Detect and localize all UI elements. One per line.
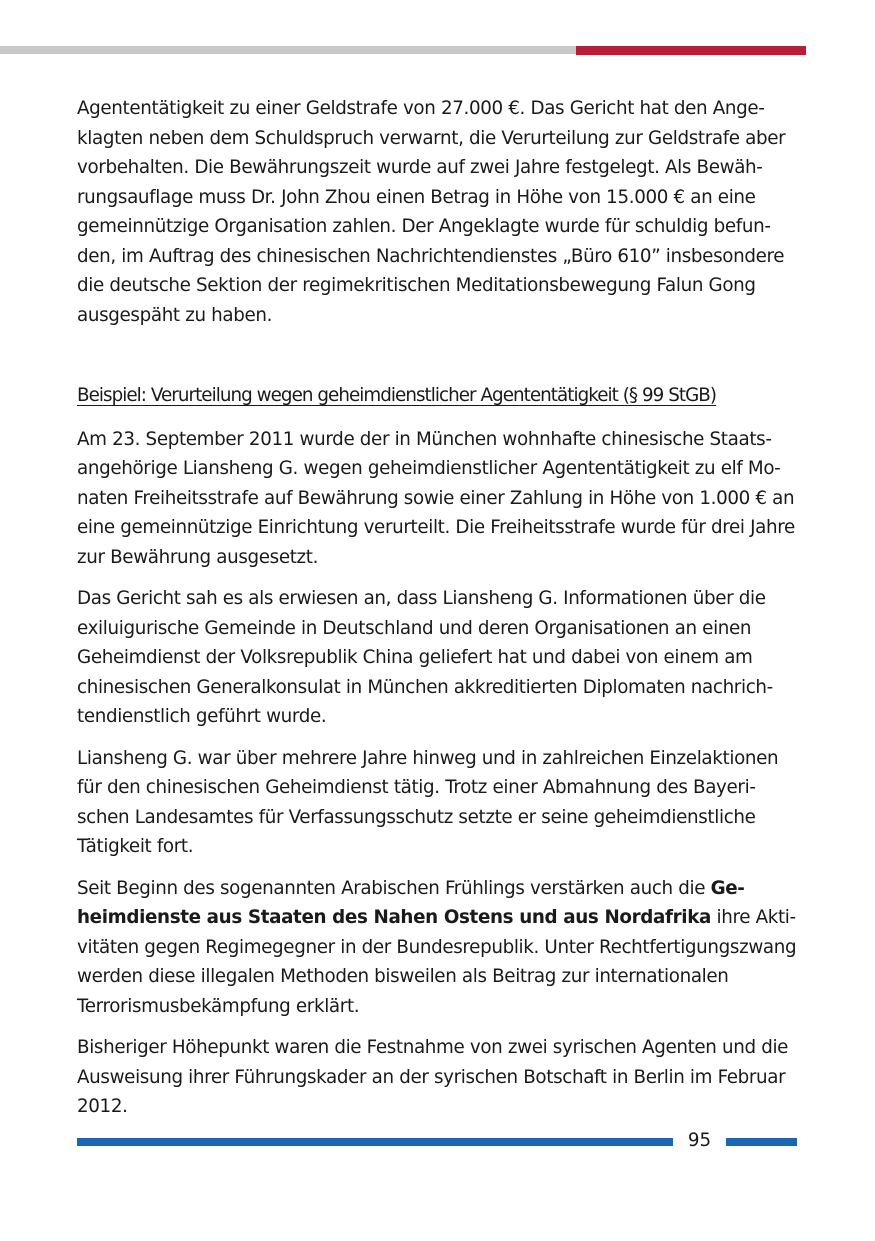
paragraph-arab-spring-rest: ihre Aktivitäten gegen Regimegegner in der Bundesrepublik. Unter Rechtfertigungszwang werden diese illegalen Methoden bisweilen als Beitrag zur internationalen Terrorismusbekämpfung erklärt.: [77, 907, 797, 1017]
paragraph-arab-spring-intro: Seit Beginn des sogenannten Arabischen Frühlings verstärken auch die: [77, 877, 711, 899]
example-heading: Beispiel: Verurteilung wegen geheimdienstlicher Agententätigkeit (§ 99 StGB): [77, 385, 717, 406]
paragraph-arab-spring-emphasis: Geheimdienste aus Staaten des Nahen Ostens und aus Nordafrika: [77, 877, 745, 928]
footer-bar-right: [726, 1138, 797, 1146]
paragraph-continuation: Agententätigkeit zu einer Geldstrafe von 27.000 €. Das Gericht hat den Angeklagten neben dem Schuldspruch verwarnt, die Verurteilung zur Geldstrafe aber vorbehalten. Die Bewährungszeit wurde auf zwei Jahre festgelegt. Als Bewährungsauflage muss Dr. John Zhou einen Betrag in Höhe von 15.000 € an eine gemeinnützige Organisation zahlen. Der Angeklagte wurde für schuldig befunden, im Auftrag des chinesischen Nachrichtendienstes „Büro 610” insbesondere die deutsche Sektion der regimekritischen Meditationsbewegung Falun Gong ausgespäht zu haben.: [77, 98, 786, 326]
paragraph-court-findings: Das Gericht sah es als erwiesen an, dass Liansheng G. Informationen über die exiluigurische Gemeinde in Deutschland und deren Organisationen an einen Geheimdienst der Volksrepublik China geliefert hat und dabei von einem am chinesischen Generalkonsulat in München akkreditierten Diplomaten nachrichtendienstlich geführt wurde.: [77, 588, 774, 727]
top-decorative-bar-red: [576, 46, 806, 55]
top-decorative-bar-grey: [0, 46, 576, 54]
paragraph-arab-spring: [77, 874, 799, 1022]
paragraph-verdict: Am 23. September 2011 wurde der in München wohnhafte chinesische Staatsangehörige Liansheng G. wegen geheimdienstlicher Agententätigkeit zu elf Monaten Freiheitsstrafe auf Bewährung sowie einer Zahlung in Höhe von 1.000 € an eine gemeinnützige Einrichtung verurteilt. Die Freiheitsstrafe wurde für drei Jahre zur Bewährung ausgesetzt.: [77, 428, 795, 568]
footer-bar-left: [77, 1138, 673, 1146]
page-content: [77, 94, 799, 1134]
page-number: 95: [687, 1130, 712, 1151]
paragraph-activities: Liansheng G. war über mehrere Jahre hinweg und in zahlreichen Einzelaktionen für den chinesischen Geheimdienst tätig. Trotz einer Abmahnung des Bayerischen Landesamtes für Verfassungsschutz setzte er seine geheimdienstliche Tätigkeit fort.: [77, 747, 779, 857]
paragraph-syrian-agents: Bisheriger Höhepunkt waren die Festnahme von zwei syrischen Agenten und die Ausweisung ihrer Führungskader an der syrischen Botschaft in Berlin im Februar 2012.: [77, 1037, 789, 1117]
